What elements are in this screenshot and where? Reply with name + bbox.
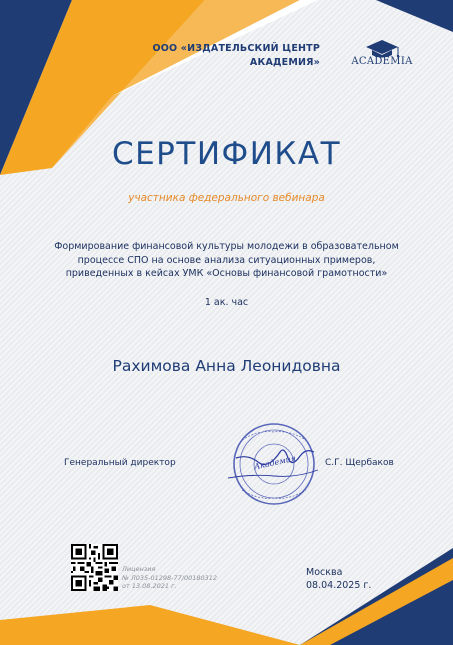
corner-orange-bottom <box>0 605 300 645</box>
signer-name: С.Г. Щербаков <box>325 458 394 468</box>
certificate-title: СЕРТИФИКАТ <box>111 136 342 172</box>
webinar-topic <box>40 240 413 281</box>
license-label: Лицензия <box>122 565 156 573</box>
certificate-subtitle: участника федерального вебинара <box>128 192 325 204</box>
license-info <box>122 565 217 591</box>
publisher-line2: АКАДЕМИЯ» <box>249 57 320 68</box>
license-number: № Л035-01298-77/00180312 <box>122 573 218 582</box>
topic-line: приведенных в кейсах УМК «Основы финансовой грамотности» <box>65 268 388 279</box>
signer-position: Генеральный директор <box>64 458 176 468</box>
license-date: от 13.08.2021 г. <box>122 582 177 590</box>
topic-line: процессе СПО на основе анализа ситуационных примеров, <box>77 254 376 266</box>
stamp-text: Академия <box>253 453 297 472</box>
publisher-name <box>130 42 320 70</box>
recipient-name: Рахимова Анна Леонидовна <box>112 357 341 375</box>
issue-city: Москва <box>306 567 343 578</box>
corner-navy-bottom-right <box>300 548 453 645</box>
publisher-line1: ООО «ИЗДАТЕЛЬСКИЙ ЦЕНТР <box>152 43 320 54</box>
corner-navy-top-right <box>376 0 453 32</box>
topic-line: Формирование финансовой культуры молодежи в образовательном <box>54 241 399 252</box>
qr-code[interactable] <box>71 544 118 591</box>
logo-text: ACADEMIA <box>351 56 413 67</box>
issue-date: 08.04.2025 г. <box>306 580 372 591</box>
course-hours: 1 ак. час <box>204 297 249 308</box>
issue-place-date <box>306 566 371 592</box>
